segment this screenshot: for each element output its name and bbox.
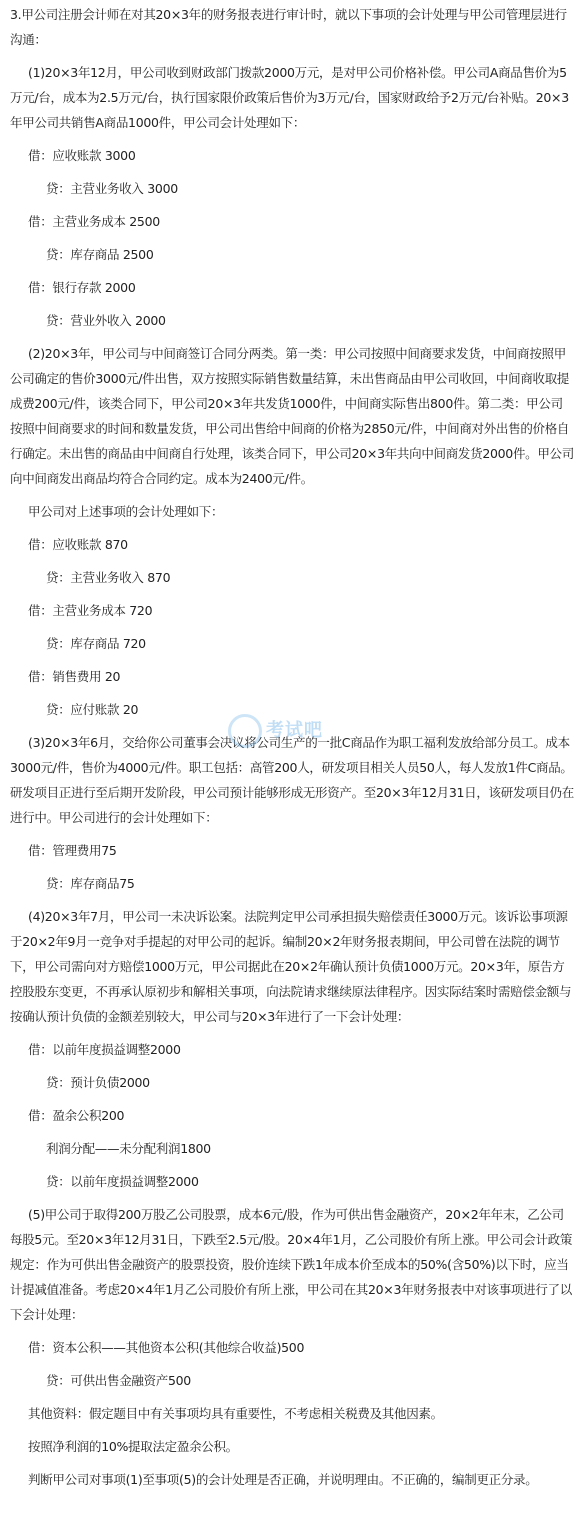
journal-debit: 借：银行存款 2000 (28, 280, 136, 295)
question-intro: 3.甲公司注册会计师在对其20×3年的财务报表进行审计时，就以下事项的会计处理与甲公司管理层进行沟通： (10, 7, 567, 47)
item-3-text: (3)20×3年6月，交给你公司董事会决议将公司生产的一批C商品作为职工福利发放给部分员工。成本3000元/件，售价为4000元/件。职工包括：高管200人，研发项目相关人员50人，每人发放1件C商品。研发项目正进行至后期开发阶段，甲公司预计能够形成无形资产。至20×3年12月31日，该研发项目仍在进行中。甲公司进行的会计处理如下： (10, 735, 574, 825)
item-2-treatment: 甲公司对上述事项的会计处理如下： (28, 504, 224, 519)
item-2-text: (2)20×3年，甲公司与中间商签订合同分两类。第一类：甲公司按照中间商要求发货，中间商按照甲公司确定的售价3000元/件出售，双方按照实际销售数量结算，未出售商品由甲公司收回，中间商收取提成费200元/件，该类合同下，甲公司20×3年共发货1000件，中间商实际售出800件。第二类：甲公司按照中间商要求的时间和数量发货，甲公司出售给中间商的价格为2850元/件，中间商对外出售的价格自行确定。未出售的商品由中间商自行处理，该类合同下，甲公司20×3年共向中间商发货2000件。甲公司向中间商发出商品均符合合同约定。成本为2400元/件。 (10, 346, 574, 486)
journal-credit: 贷：预计负债2000 (46, 1075, 150, 1090)
journal-credit: 贷：应付账款 20 (46, 702, 139, 717)
journal-credit: 贷：以前年度损益调整2000 (46, 1174, 199, 1189)
journal-debit: 借：主营业务成本 720 (28, 603, 153, 618)
watermark-text: 考试吧 (266, 720, 323, 741)
item-3-journal (10, 838, 574, 896)
journal-debit: 借：销售费用 20 (28, 669, 121, 684)
item-4-text: (4)20×3年7月，甲公司一未决诉讼案。法院判定甲公司承担损失赔偿责任3000万元。该诉讼事项源于20×2年9月一竞争对手提起的对甲公司的起诉。编制20×2年财务报表期间，甲公司曾在法院的调节下，甲公司需向对方赔偿1000万元，甲公司据此在20×2年确认预计负债1000万元。20×3年，原告方控股股东变更，不再承认原初步和解相关事项，向法院请求继续原法律程序。因实际结案时需赔偿金额与按确认预计负债的金额差别较大，甲公司与20×3年进行了一下会计处理： (10, 909, 572, 1024)
item-1-text: (1)20×3年12月，甲公司收到财政部门拨款2000万元，是对甲公司价格补偿。甲公司A商品售价为5万元/台，成本为2.5万元/台，执行国家限价政策后售价为3万元/台，国家财政给予2万元/台补贴。20×3年甲公司共销售A商品1000件，甲公司会计处理如下： (10, 65, 569, 130)
journal-credit: 贷：营业外收入 2000 (46, 313, 166, 328)
journal-credit: 贷：主营业务收入 3000 (46, 181, 178, 196)
journal-debit: 借：管理费用75 (28, 843, 117, 858)
journal-debit-sub: 利润分配——未分配利润1800 (46, 1141, 211, 1156)
journal-credit: 贷：库存商品75 (46, 876, 135, 891)
question-prompt: 判断甲公司对事项(1)至事项(5)的会计处理是否正确，并说明理由。不正确的，编制更正分录。 (28, 1472, 538, 1487)
journal-debit: 借：应收账款 870 (28, 537, 128, 552)
journal-debit: 借：主营业务成本 2500 (28, 214, 160, 229)
journal-debit: 借：资本公积——其他资本公积(其他综合收益)500 (28, 1340, 305, 1355)
journal-credit: 贷：可供出售金融资产500 (46, 1373, 191, 1388)
surplus-rule: 按照净利润的10%提取法定盈余公积。 (28, 1439, 238, 1454)
item-5-text: (5)甲公司于取得200万股乙公司股票，成本6元/股，作为可供出售金融资产，20×2年年末，乙公司每股5元。至20×3年12月31日，下跌至2.5元/股。20×4年1月，乙公司股价有所上涨。甲公司会计政策规定：作为可供出售金融资产的股票投资，股价连续下跌1年成本价至成本的50%(含50%)以下时，应当计提减值准备。考虑20×4年1月乙公司股价有所上涨，甲公司在其20×3年财务报表中对该事项进行了以下会计处理： (10, 1207, 573, 1322)
item-4-journal (10, 1037, 574, 1194)
item-1-journal (10, 143, 574, 333)
journal-debit: 借：以前年度损益调整2000 (28, 1042, 181, 1057)
journal-credit: 贷：库存商品 2500 (46, 247, 154, 262)
journal-debit: 借：盈余公积200 (28, 1108, 125, 1123)
journal-credit: 贷：库存商品 720 (46, 636, 146, 651)
journal-debit: 借：应收账款 3000 (28, 148, 136, 163)
other-info: 其他资料：假定题目中有关事项均具有重要性，不考虑相关税费及其他因素。 (28, 1406, 443, 1421)
item-2-journal (10, 532, 574, 722)
journal-credit: 贷：主营业务收入 870 (46, 570, 171, 585)
item-5-journal (10, 1335, 574, 1393)
